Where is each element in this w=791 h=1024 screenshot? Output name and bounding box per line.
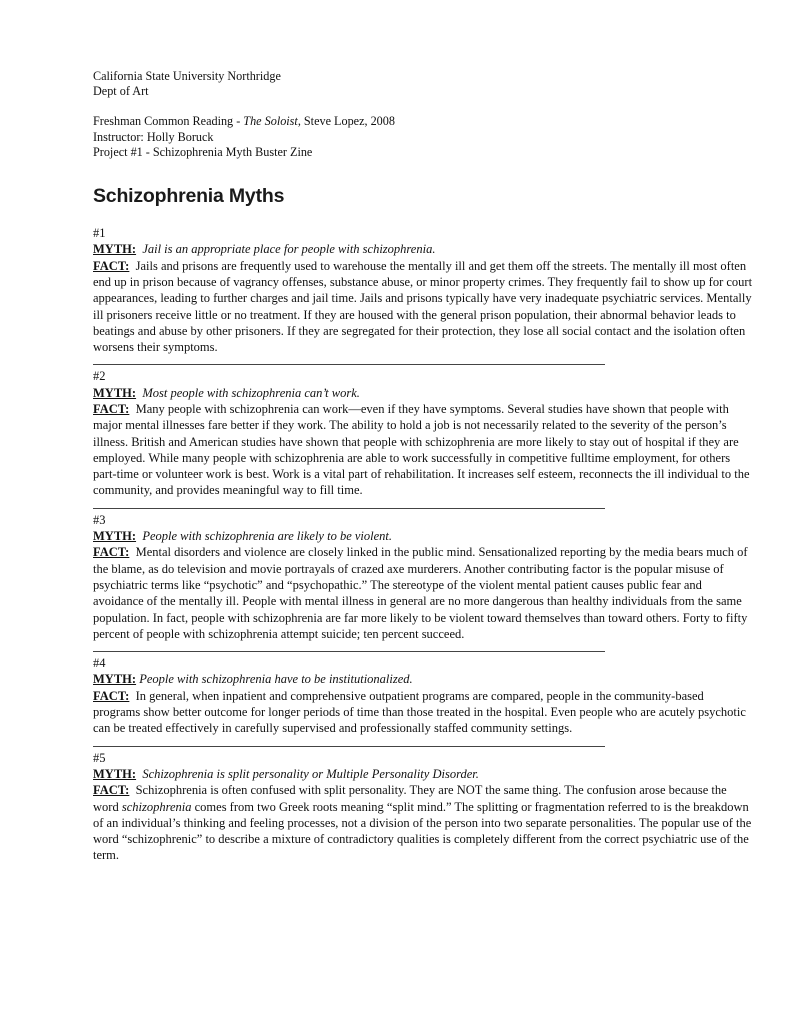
page-title: Schizophrenia Myths (93, 185, 285, 208)
myth-label: MYTH: (93, 242, 137, 257)
myth-list (93, 225, 753, 864)
header-gap (93, 99, 753, 114)
document-header (93, 69, 753, 160)
myth-claim: Schizophrenia is split personality or Multiple Personality Disorder. (142, 766, 479, 781)
department-name: Dept of Art (93, 84, 149, 99)
myth-item-1 (93, 225, 753, 365)
section-divider (93, 508, 605, 509)
fact-text: In general, when inpatient and comprehensive outpatient programs are compared, people in the community-based programs show better outcome for longer periods of time than those treated in the hospital. Even people who are acutely psychotic can be treated effectively in carefully supervised and professionally staffed community settings. (93, 688, 746, 736)
myth-number: #3 (93, 512, 106, 527)
myth-label: MYTH: (93, 529, 137, 544)
section-divider (93, 746, 605, 747)
myth-item-3 (93, 512, 753, 652)
myth-claim: People with schizophrenia have to be institutionalized. (139, 672, 413, 687)
myth-statement (93, 766, 753, 782)
fact-label: FACT: (93, 545, 130, 560)
fact-label: FACT: (93, 783, 130, 798)
myth-statement (93, 241, 753, 257)
instructor-line: Instructor: Holly Boruck (93, 129, 214, 144)
myth-number: #5 (93, 750, 106, 765)
myth-item-4 (93, 655, 753, 746)
document-page (93, 69, 753, 864)
myth-claim: Most people with schizophrenia can’t work. (142, 385, 360, 400)
myth-statement (93, 528, 753, 544)
fact-statement (93, 401, 753, 499)
myth-statement (93, 385, 753, 401)
myth-claim: People with schizophrenia are likely to be violent. (142, 529, 393, 544)
fact-statement (93, 544, 753, 642)
book-title: The Soloist (243, 114, 298, 129)
fact-statement (93, 258, 753, 356)
fact-text: Mental disorders and violence are closely linked in the public mind. Sensationalized reporting by the media bears much of the blame, as do television and movie portrayals of crazed axe murderers. Another contributing factor is the popular misuse of psychiatric terms like “psychotic” and “psychopathic.” The stereotype of the violent mental patient causes public fear and avoidance of the mentally ill. People with mental illness in general are no more dangerous than healthy individuals from the same population. In fact, people with schizophrenia are far more likely to be violent toward themselves than toward others. Forty to fifty percent of people with schizophrenia attempt suicide; ten percent succeed. (93, 545, 748, 641)
myth-label: MYTH: (93, 672, 137, 687)
course-prefix: Freshman Common Reading - (93, 114, 244, 129)
myth-number: #1 (93, 226, 106, 241)
fact-text-before: Schizophrenia is often confused with split personality. They are NOT the same thing. The confusion arose because the word (93, 783, 727, 814)
myth-label: MYTH: (93, 766, 137, 781)
fact-text-after: comes from two Greek roots meaning “split mind.” The splitting or fragmentation referred to is the breakdown of an individual’s thinking and feeling processes, not a division of the person into two separate personalities. The popular use of the word “schizophrenic” to describe a mixture of contradictory qualities is completely different from the correct psychiatric use of the term. (93, 799, 752, 863)
myth-item-2 (93, 368, 753, 508)
fact-label: FACT: (93, 688, 130, 703)
myth-number: #2 (93, 369, 106, 384)
myth-item-5 (93, 750, 753, 864)
university-name: California State University Northridge (93, 69, 281, 83)
fact-statement (93, 782, 753, 863)
fact-text-emphasis: schizophrenia (121, 799, 192, 814)
section-divider (93, 651, 605, 652)
fact-statement (93, 688, 753, 737)
myth-claim: Jail is an appropriate place for people with schizophrenia. (142, 242, 436, 257)
fact-text: Many people with schizophrenia can work—even if they have symptoms. Several studies have shown that people with major mental illnesses fare better if they work. The ability to hold a job is not necessarily related to the severity of the person’s illness. British and American studies have shown that people with schizophrenia are more likely to stay out of hospital if they are employed. While many people with schizophrenia are able to work successfully in competitive fulltime employment, for others part-time or volunteer work is best. Work is a vital part of rehabilitation. It increases self esteem, reconnects the ill individual to the community, and provides meaningful way to fill time. (93, 401, 750, 498)
course-line (93, 114, 753, 129)
course-suffix: , Steve Lopez, 2008 (297, 114, 395, 129)
myth-number: #4 (93, 656, 106, 671)
myth-label: MYTH: (93, 385, 137, 400)
fact-label: FACT: (93, 401, 130, 416)
project-line: Project #1 - Schizophrenia Myth Buster Zine (93, 144, 313, 159)
fact-text: Jails and prisons are frequently used to warehouse the mentally ill and get them off the streets. The mentally ill most often end up in prison because of vagrancy offenses, substance abuse, or minor property crimes. They frequently fail to show up for court appearances, leading to further charges and jail time. Jails and prisons typically have very inadequate psychiatric services. Mentally ill prisoners receive little or no treatment. If they are housed with the general prison population, their abnormal behavior leads to beatings and abuse by other prisoners. If they are segregated for their protection, they lose all social contact and the isolation often worsens their symptoms. (93, 258, 753, 355)
myth-statement (93, 671, 753, 687)
fact-label: FACT: (93, 258, 130, 273)
section-divider (93, 364, 605, 365)
